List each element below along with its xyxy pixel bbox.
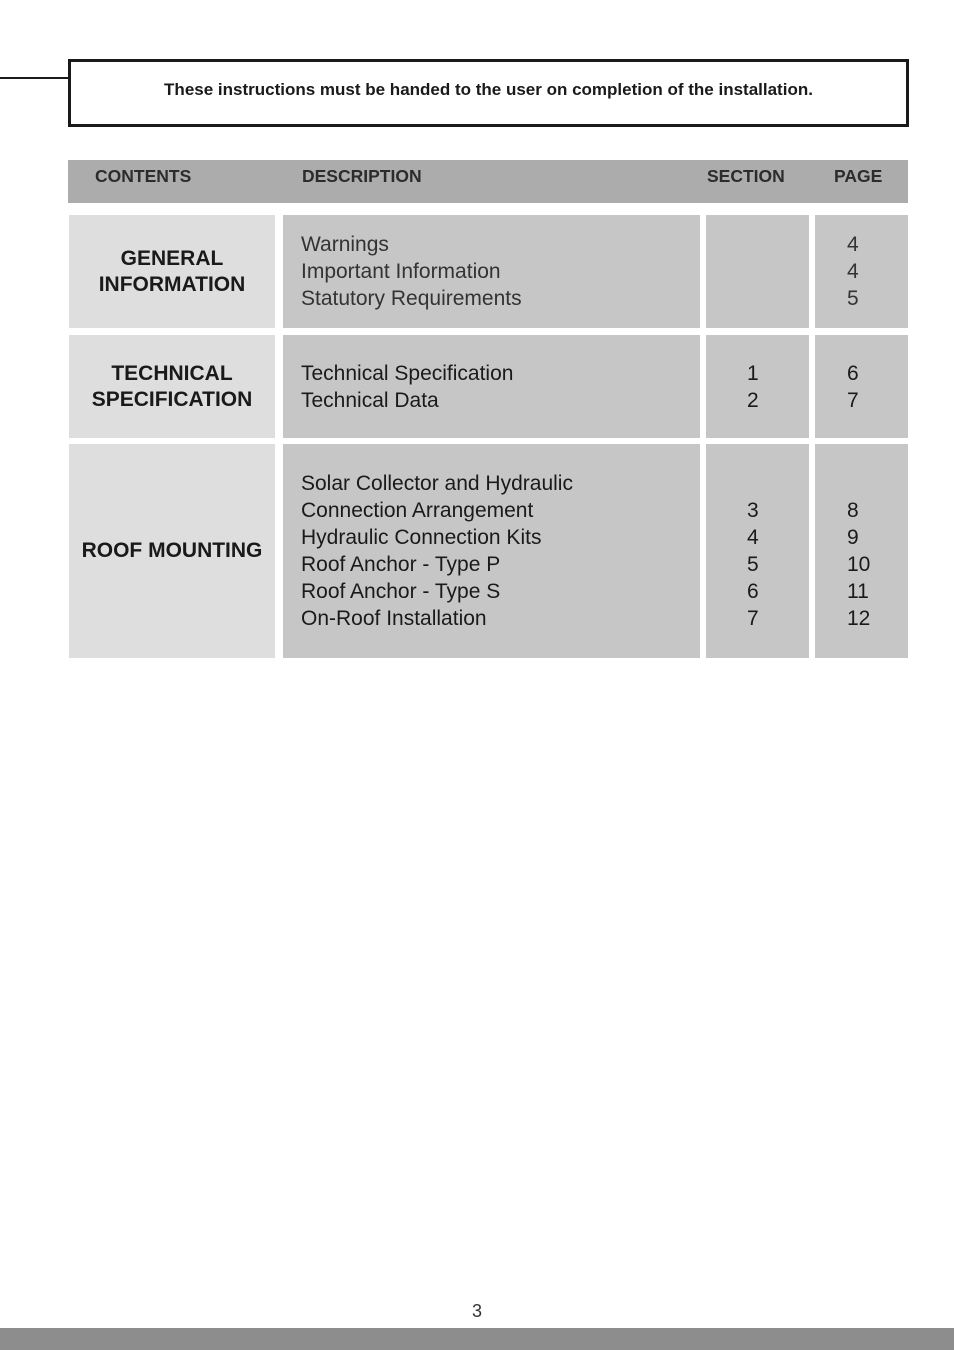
row-page-cell: [815, 335, 908, 438]
page-number-item: 10: [847, 553, 871, 576]
description-item: Roof Anchor - Type S: [301, 580, 501, 603]
section-number-item: 5: [747, 553, 759, 576]
row-title-line: ROOF MOUNTING: [81, 539, 263, 562]
section-number-item: 1: [747, 361, 759, 385]
row-description-cell: [283, 444, 700, 658]
description-item: Connection Arrangement: [301, 499, 534, 522]
page-number-item: 4: [847, 260, 859, 283]
row-description-cell: [283, 335, 700, 438]
row-title-cell: [69, 335, 275, 438]
row-title-cell: [69, 215, 275, 328]
page-number-item: 11: [847, 580, 869, 603]
description-item: Technical Data: [301, 388, 439, 412]
contents-table-header: [68, 160, 908, 203]
contents-row-general-information: [69, 215, 908, 328]
description-item: Solar Collector and Hydraulic: [301, 472, 573, 495]
description-item: Warnings: [301, 233, 389, 256]
row-title-line: INFORMATION: [98, 272, 246, 296]
row-title-line: GENERAL: [120, 246, 224, 270]
row-section-cell: [706, 215, 809, 328]
row-title-line: SPECIFICATION: [91, 387, 253, 411]
description-item: Statutory Requirements: [301, 287, 522, 310]
description-item: Important Information: [301, 260, 501, 283]
section-number-item: 2: [747, 388, 759, 412]
page-number-item: 5: [847, 287, 859, 310]
section-number-item: 6: [747, 580, 759, 603]
description-item: Technical Specification: [301, 361, 514, 385]
section-number-item: 4: [747, 526, 759, 549]
section-number-item: 3: [747, 499, 759, 522]
page-number-item: 7: [847, 388, 859, 412]
row-section-cell: [706, 444, 809, 658]
row-page-cell: [815, 215, 908, 328]
row-title-line: TECHNICAL: [111, 361, 233, 385]
description-item: On-Roof Installation: [301, 607, 487, 630]
page-number-item: 8: [847, 499, 859, 522]
description-item: Hydraulic Connection Kits: [301, 526, 542, 549]
page-number-item: 9: [847, 526, 859, 549]
description-item: Roof Anchor - Type P: [301, 553, 501, 576]
row-description-cell: [283, 215, 700, 328]
handover-notice-text: These instructions must be handed to the user on completion of the installation.: [164, 80, 813, 99]
section-number-item: 7: [747, 607, 759, 630]
page-number: 3: [471, 1301, 482, 1321]
page-number-item: 4: [847, 233, 859, 256]
margin-rule: [0, 77, 70, 79]
header-description: DESCRIPTION: [302, 166, 422, 186]
row-title-cell: [69, 444, 275, 658]
row-section-cell: [706, 335, 809, 438]
page-number-item: 12: [847, 607, 871, 630]
contents-row-roof-mounting: [69, 444, 908, 658]
footer-bar: [0, 1328, 954, 1350]
header-contents: CONTENTS: [95, 166, 192, 186]
row-page-cell: [815, 444, 908, 658]
header-page: PAGE: [834, 166, 883, 186]
page-number-item: 6: [847, 361, 859, 385]
handover-notice-box: [68, 59, 909, 127]
header-section: SECTION: [707, 166, 785, 186]
contents-row-technical-specification: [69, 335, 908, 438]
